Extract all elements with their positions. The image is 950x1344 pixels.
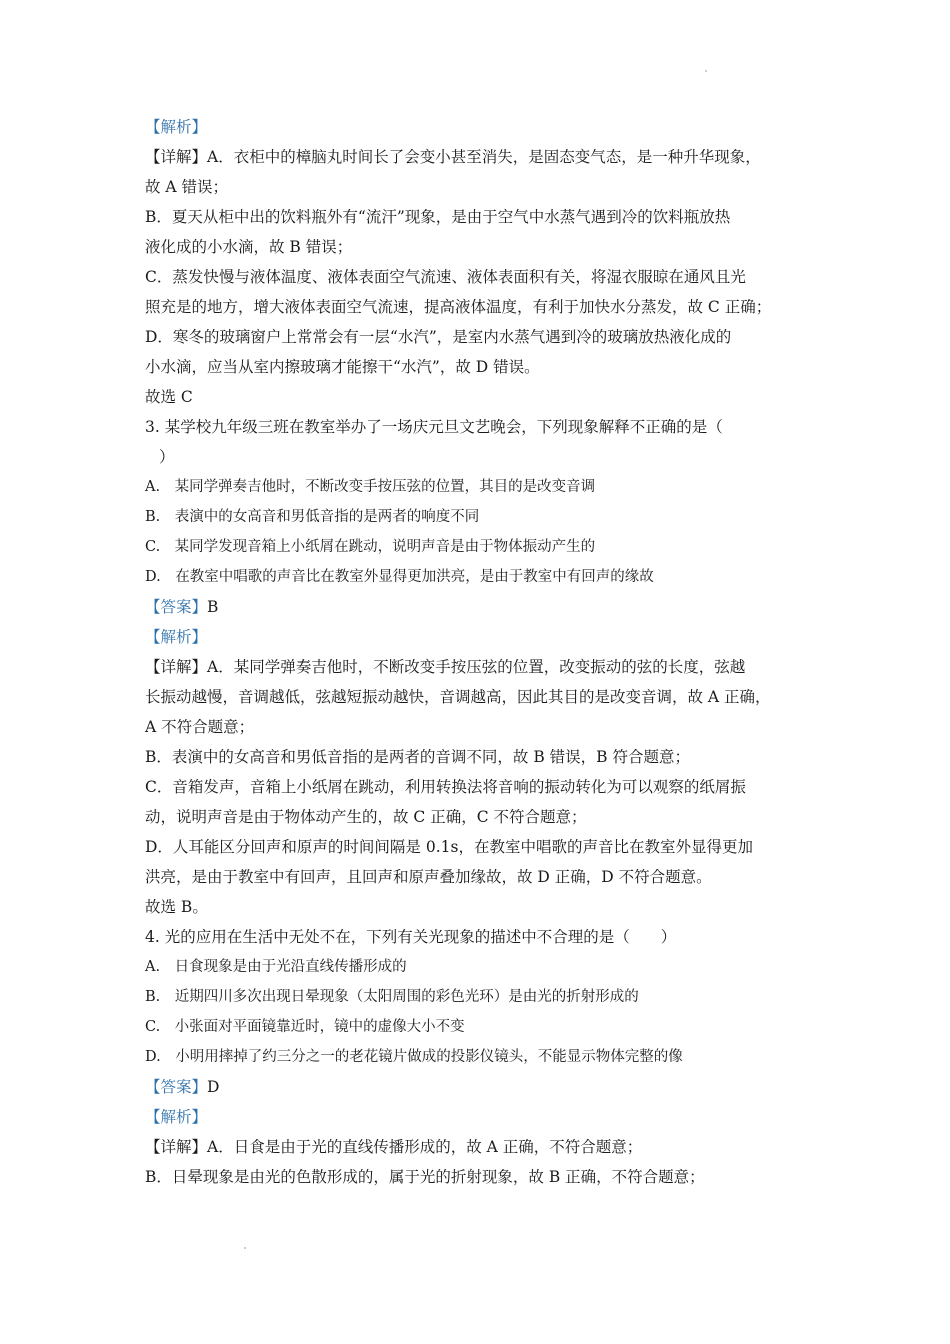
detail-line: 【详解】A．某同学弹奏吉他时，不断改变手按压弦的位置，改变振动的弦的长度，弦越 — [145, 658, 746, 676]
analysis-tag: 【解析】 — [145, 628, 208, 646]
question-3-stem: 3. 某学校九年级三班在教室举办了一场庆元旦文艺晚会，下列现象解释不正确的是（ — [145, 418, 723, 436]
detail-line: D．寒冬的玻璃窗户上常常会有一层“水汽”，是室内水蒸气遇到冷的玻璃放热液化成的 — [145, 328, 732, 346]
question-4-option-c: C. 小张面对平面镜靠近时，镜中的虚像大小不变 — [145, 1019, 465, 1035]
analysis-tag: 【解析】 — [145, 1108, 208, 1126]
choice-line: 故选 C — [145, 388, 193, 406]
detail-line: 洪亮，是由于教室中有回声，且回声和原声叠加缘故，故 D 正确，D 不符合题意。 — [145, 868, 712, 886]
question-3-answer — [145, 592, 810, 622]
choice-line: 故选 B。 — [145, 898, 208, 916]
answer-tag: 【答案】 — [145, 598, 208, 616]
detail-line: 液化成的小水滴，故 B 错误； — [145, 238, 353, 256]
answer-value: D — [207, 1078, 220, 1096]
answer-tag: 【答案】 — [145, 1078, 208, 1096]
detail-line: 照充是的地方，增大液体表面空气流速，提高液体温度，有利于加快水分蒸发，故 C 正确； — [145, 298, 772, 316]
question-3-option-c: C. 某同学发现音箱上小纸屑在跳动，说明声音是由于物体振动产生的 — [145, 539, 596, 555]
question-3-option-b: B. 表演中的女高音和男低音指的是两者的响度不同 — [145, 509, 480, 525]
detail-line: A 不符合题意； — [145, 718, 255, 736]
question-4-answer — [145, 1072, 810, 1102]
detail-line: B．夏天从柜中出的饮料瓶外有“流汗”现象，是由于空气中水蒸气遇到冷的饮料瓶放热 — [145, 208, 731, 226]
detail-line: C．蒸发快慢与液体温度、液体表面空气流速、液体表面积有关，将湿衣服晾在通风且光 — [145, 268, 746, 286]
question-3-option-d: D. 在教室中唱歌的声音比在教室外显得更加洪亮，是由于教室中有回声的缘故 — [145, 569, 654, 585]
analysis-tag: 【解析】 — [145, 118, 208, 136]
question-4-option-b: B. 近期四川多次出现日晕现象（太阳周围的彩色光环）是由光的折射形成的 — [145, 989, 639, 1005]
question-3-option-a: A. 某同学弹奏吉他时，不断改变手按压弦的位置，其目的是改变音调 — [145, 479, 596, 495]
question-3-stem-cont: ） — [159, 448, 175, 466]
detail-line: C．音箱发声，音箱上小纸屑在跳动，利用转换法将音响的振动转化为可以观察的纸屑振 — [145, 778, 746, 796]
page-dot-bottom — [244, 1247, 246, 1249]
detail-line: D．人耳能区分回声和原声的时间间隔是 0.1s，在教室中唱歌的声音比在教室外显得更加 — [145, 838, 753, 856]
detail-line: 小水滴，应当从室内擦玻璃才能擦干“水汽”，故 D 错误。 — [145, 358, 540, 376]
answer-value: B — [207, 598, 219, 616]
page-dot-top — [705, 70, 707, 72]
detail-line: 故 A 错误； — [145, 178, 229, 196]
document-body — [145, 112, 810, 1192]
question-4-option-a: A. 日食现象是由于光沿直线传播形成的 — [145, 959, 407, 975]
question-4-option-d: D. 小明用摔掉了约三分之一的老花镜片做成的投影仪镜头，不能显示物体完整的像 — [145, 1049, 683, 1065]
detail-line: 动，说明声音是由于物体动产生的，故 C 正确，C 不符合题意； — [145, 808, 587, 826]
detail-line: 【详解】A．日食是由于光的直线传播形成的，故 A 正确，不符合题意； — [145, 1138, 643, 1156]
detail-line: B．日晕现象是由光的色散形成的，属于光的折射现象，故 B 正确，不符合题意； — [145, 1168, 705, 1186]
question-4-stem: 4. 光的应用在生活中无处不在，下列有关光现象的描述中不合理的是（ ） — [145, 928, 677, 946]
detail-line: 长振动越慢，音调越低，弦越短振动越快，音调越高，因此其目的是改变音调，故 A 正确， — [145, 688, 771, 706]
detail-line: B．表演中的女高音和男低音指的是两者的音调不同，故 B 错误，B 符合题意； — [145, 748, 690, 766]
detail-line: 【详解】A．衣柜中的樟脑丸时间长了会变小甚至消失，是固态变气态，是一种升华现象， — [145, 148, 761, 166]
